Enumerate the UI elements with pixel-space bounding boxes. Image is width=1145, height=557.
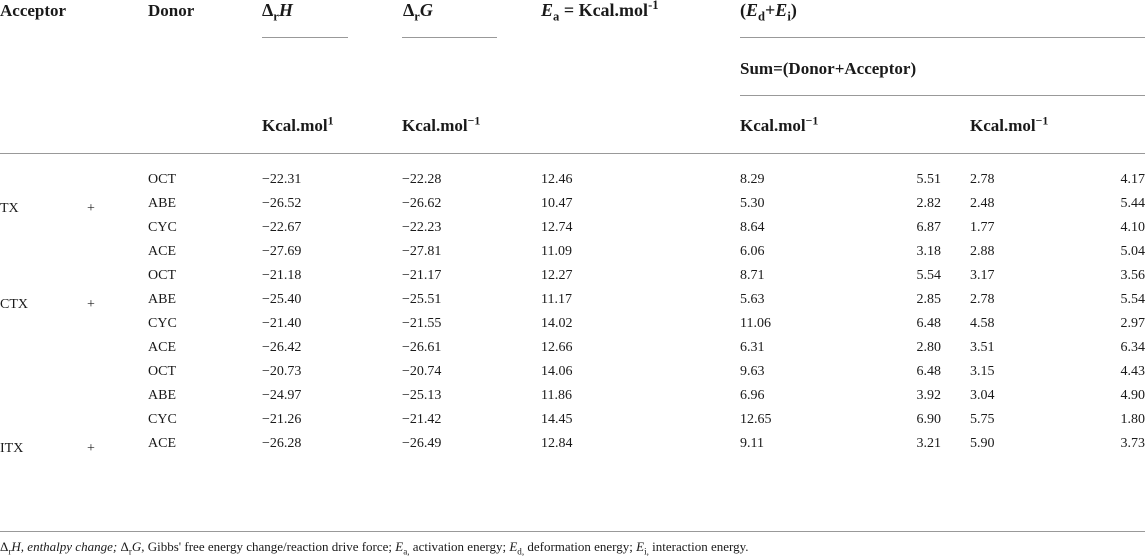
cell-sum-1: 8.64	[740, 220, 765, 235]
rule-table-bottom	[0, 531, 1145, 532]
rule-sum	[740, 95, 1145, 96]
unit-sum-2: Kcal.mol$^{-1}$	[970, 113, 1049, 135]
cell-enthalpy: −21.26	[262, 412, 302, 427]
cell-sum-2: 5.54	[916, 268, 941, 283]
cell-sum-3: 2.48	[970, 196, 995, 211]
cell-sum-3: 3.15	[970, 364, 995, 379]
header-activation-energy: $E_a$ = Kcal.mol$^{-1}$	[541, 0, 659, 24]
header-donor: Donor	[148, 1, 195, 20]
cell-sum-2: 3.21	[916, 436, 941, 451]
cell-activation: 12.27	[541, 268, 573, 283]
cell-sum-2: 5.51	[916, 172, 941, 187]
cell-sum-2: 3.92	[916, 388, 941, 403]
cell-donor: OCT	[148, 364, 176, 379]
cell-donor: CYC	[148, 412, 177, 427]
cell-sum-4: 6.34	[1120, 340, 1145, 355]
cell-gibbs: −21.42	[402, 412, 442, 427]
cell-sum-1: 6.31	[740, 340, 765, 355]
cell-donor: CYC	[148, 316, 177, 331]
unit-gibbs: Kcal.mol$^{-1}$	[402, 113, 481, 135]
cell-gibbs: −27.81	[402, 244, 442, 259]
cell-gibbs: −22.28	[402, 172, 442, 187]
cell-gibbs: −21.55	[402, 316, 442, 331]
cell-gibbs: −26.62	[402, 196, 442, 211]
header-sum: Sum=(Donor+Acceptor)	[740, 59, 917, 78]
cell-sum-2: 2.80	[916, 340, 941, 355]
group-plus: +	[87, 201, 95, 216]
cell-sum-1: 9.63	[740, 364, 765, 379]
cell-sum-3: 2.78	[970, 292, 995, 307]
cell-enthalpy: −21.18	[262, 268, 302, 283]
cell-enthalpy: −26.28	[262, 436, 302, 451]
header-gibbs-energy: $\Delta_rG$	[403, 0, 433, 24]
cell-sum-4: 4.43	[1120, 364, 1145, 379]
cell-sum-1: 8.71	[740, 268, 765, 283]
cell-enthalpy: −22.31	[262, 172, 302, 187]
group-plus: +	[87, 441, 95, 456]
cell-sum-4: 3.56	[1120, 268, 1145, 283]
cell-activation: 14.02	[541, 316, 573, 331]
group-acceptor: CTX	[0, 297, 28, 312]
cell-sum-2: 6.87	[916, 220, 941, 235]
cell-donor: OCT	[148, 268, 176, 283]
cell-activation: 12.74	[541, 220, 573, 235]
group-acceptor: TX	[0, 201, 19, 216]
cell-donor: ACE	[148, 340, 176, 355]
cell-sum-1: 5.63	[740, 292, 765, 307]
cell-sum-4: 2.97	[1120, 316, 1145, 331]
cell-enthalpy: −22.67	[262, 220, 302, 235]
cell-sum-1: 5.30	[740, 196, 765, 211]
header-deformation-interaction: $(E_d+E_i)$	[740, 0, 797, 24]
cell-gibbs: −20.74	[402, 364, 442, 379]
group-acceptor: ITX	[0, 441, 24, 456]
cell-activation: 14.45	[541, 412, 573, 427]
cell-activation: 12.84	[541, 436, 573, 451]
cell-enthalpy: −24.97	[262, 388, 302, 403]
cell-sum-4: 3.73	[1120, 436, 1145, 451]
cell-activation: 12.46	[541, 172, 573, 187]
cell-enthalpy: −26.42	[262, 340, 302, 355]
cell-donor: ACE	[148, 436, 176, 451]
cell-donor: ABE	[148, 388, 176, 403]
cell-enthalpy: −25.40	[262, 292, 302, 307]
cell-sum-2: 6.48	[916, 316, 941, 331]
cell-sum-2: 6.90	[916, 412, 941, 427]
cell-sum-1: 12.65	[740, 412, 772, 427]
cell-enthalpy: −27.69	[262, 244, 302, 259]
cell-enthalpy: −26.52	[262, 196, 302, 211]
rule-header-bottom	[0, 153, 1145, 154]
cell-activation: 12.66	[541, 340, 573, 355]
cell-sum-4: 5.04	[1120, 244, 1145, 259]
rule-ed-ei	[740, 37, 1145, 38]
cell-sum-1: 11.06	[740, 316, 771, 331]
cell-gibbs: −25.51	[402, 292, 442, 307]
cell-sum-3: 3.51	[970, 340, 995, 355]
header-acceptor: Acceptor	[0, 1, 67, 20]
cell-sum-4: 5.44	[1120, 196, 1145, 211]
cell-enthalpy: −20.73	[262, 364, 302, 379]
cell-donor: CYC	[148, 220, 177, 235]
cell-activation: 11.17	[541, 292, 572, 307]
rule-gibbs	[402, 37, 497, 38]
cell-sum-3: 1.77	[970, 220, 995, 235]
header-reaction-enthalpy: $\Delta_rH$	[262, 0, 293, 24]
cell-gibbs: −26.61	[402, 340, 442, 355]
cell-gibbs: −22.23	[402, 220, 442, 235]
cell-enthalpy: −21.40	[262, 316, 302, 331]
cell-gibbs: −25.13	[402, 388, 442, 403]
cell-activation: 10.47	[541, 196, 573, 211]
cell-sum-3: 5.90	[970, 436, 995, 451]
cell-sum-3: 4.58	[970, 316, 995, 331]
cell-sum-1: 6.96	[740, 388, 765, 403]
unit-sum-1: Kcal.mol$^{-1}$	[740, 113, 819, 135]
cell-sum-1: 8.29	[740, 172, 765, 187]
cell-gibbs: −26.49	[402, 436, 442, 451]
cell-activation: 14.06	[541, 364, 573, 379]
cell-sum-4: 1.80	[1120, 412, 1145, 427]
cell-donor: ACE	[148, 244, 176, 259]
cell-sum-3: 2.88	[970, 244, 995, 259]
cell-sum-3: 3.04	[970, 388, 995, 403]
rule-enthalpy	[262, 37, 348, 38]
cell-sum-1: 6.06	[740, 244, 765, 259]
cell-donor: OCT	[148, 172, 176, 187]
group-plus: +	[87, 297, 95, 312]
cell-gibbs: −21.17	[402, 268, 442, 283]
cell-sum-3: 3.17	[970, 268, 995, 283]
cell-donor: ABE	[148, 292, 176, 307]
table-footnote: $\Delta_rH$, enthalpy change; $\Delta_rG$, Gibbs' free energy change/reaction drive force; $E_{a,}$ activation energy; $E_{d,}$ deformation energy; $E_{i,}$ interaction energy.	[0, 539, 749, 557]
cell-activation: 11.86	[541, 388, 572, 403]
cell-sum-4: 4.90	[1120, 388, 1145, 403]
cell-sum-3: 5.75	[970, 412, 995, 427]
cell-sum-2: 2.85	[916, 292, 941, 307]
cell-sum-4: 4.17	[1120, 172, 1145, 187]
cell-activation: 11.09	[541, 244, 572, 259]
cell-sum-2: 3.18	[916, 244, 941, 259]
cell-sum-4: 4.10	[1120, 220, 1145, 235]
cell-sum-1: 9.11	[740, 436, 764, 451]
cell-sum-4: 5.54	[1120, 292, 1145, 307]
cell-sum-2: 2.82	[916, 196, 941, 211]
unit-enthalpy: Kcal.mol$^1$	[262, 113, 334, 135]
cell-donor: ABE	[148, 196, 176, 211]
cell-sum-2: 6.48	[916, 364, 941, 379]
cell-sum-3: 2.78	[970, 172, 995, 187]
